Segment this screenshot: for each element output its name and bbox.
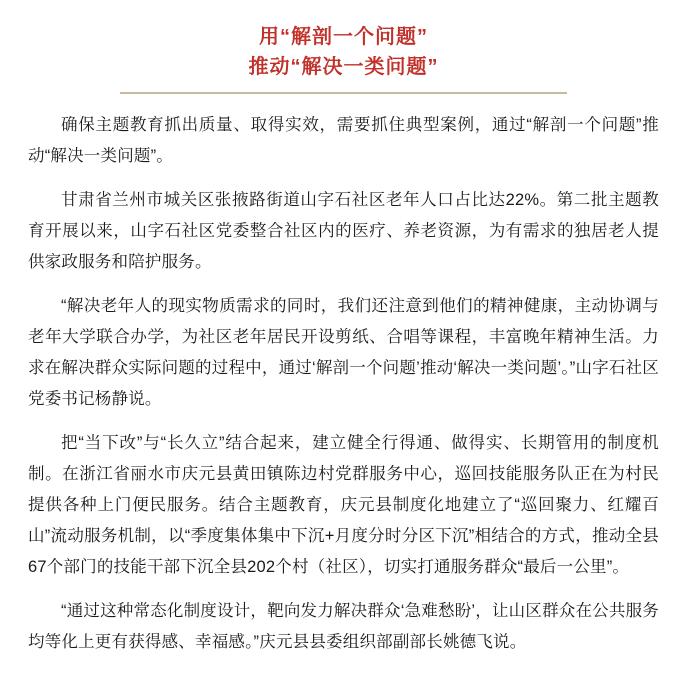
article-paragraph: 甘肃省兰州市城关区张掖路街道山字石社区老年人口占比达22%。第二批主题教育开展以来，山字石社区党委整合社区内的医疗、养老资源，为有需求的独居老人提供家政服务和陪护服务。 — [28, 191, 659, 271]
page-title-line-2: 推动“解决一类问题” — [248, 56, 439, 78]
article-paragraph: “解决老年人的现实物质需求的同时，我们还注意到他们的精神健康，主动协调与老年大学联合办学，为社区老年居民开设剪纸、合唱等课程，丰富晚年精神生活。力求在解决群众实际问题的过程中，通过‘解剖一个问题’推动‘解决一类问题’。”山字石社区党委书记杨静说。 — [28, 297, 659, 408]
article-paragraph: 确保主题教育抓出质量、取得实效，需要抓住典型案例，通过“解剖一个问题”推动“解决一类问题”。 — [28, 116, 659, 165]
page-title-line-1: 用“解剖一个问题” — [259, 26, 428, 48]
article-paragraph: 把“当下改”与“长久立”结合起来，建立健全行得通、做得实、长期管用的制度机制。在浙江省丽水市庆元县黄田镇陈边村党群服务中心，巡回技能服务队正在为村民提供各种上门便民服务。结合主题教育，庆元县制度化地建立了“巡回聚力、红耀百山”流动服务机制，以“季度集体集中下沉+月度分时分区下沉”相结合的方式，推动全县67个部门的技能干部下沉全县202个村（社区），切实打通服务群众“最后一公里”。 — [28, 434, 659, 576]
article-paragraph: “通过这种常态化制度设计，靶向发力解决群众‘急难愁盼’，让山区群众在公共服务均等化上更有获得感、幸福感。”庆元县县委组织部副部长姚德飞说。 — [28, 602, 659, 651]
article-title-block — [120, 0, 567, 94]
article-body — [0, 94, 687, 658]
